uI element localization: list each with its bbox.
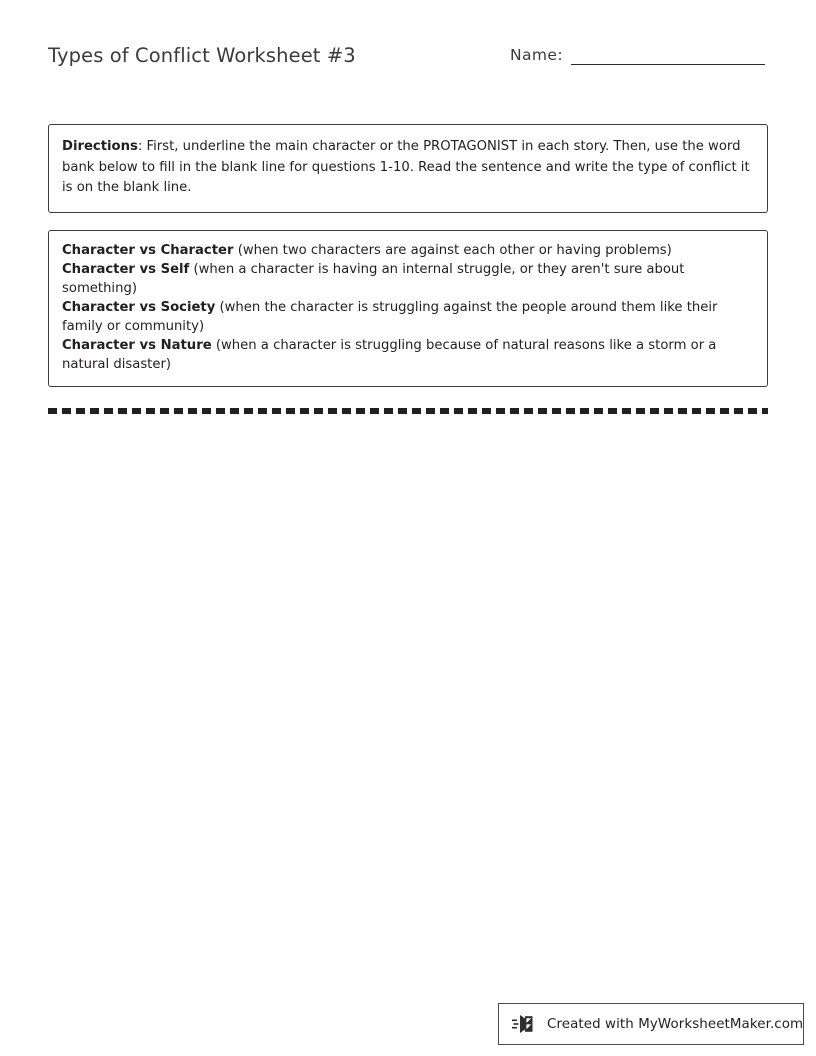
directions-box — [48, 124, 768, 213]
directions-label: Directions — [62, 139, 138, 154]
word-bank-definition: (when a character is having an internal struggle, or they aren't sure about something) — [62, 262, 685, 296]
word-bank-list — [62, 241, 751, 374]
name-field-group — [510, 48, 765, 67]
name-label: Name: — [510, 46, 563, 64]
directions-body: First, underline the main character or the PROTAGONIST in each story. Then, use the word bank below to fill in the blank line for questions 1-10. Read the sentence and write the type of conflict it is on the blank line. — [62, 139, 750, 195]
word-bank-definition: (when the character is struggling against the people around them like their family or community) — [62, 300, 718, 334]
list-item — [62, 336, 751, 374]
list-item — [62, 260, 751, 298]
directions-text — [62, 137, 751, 199]
word-bank-term: Character vs Self — [62, 262, 190, 277]
directions-separator: : — [137, 139, 147, 154]
created-with-badge[interactable] — [498, 1003, 804, 1045]
dashed-cut-line — [48, 408, 768, 414]
list-item — [62, 241, 751, 260]
worksheet-maker-logo-icon — [512, 1012, 538, 1036]
name-input-line[interactable] — [571, 64, 765, 65]
worksheet-header — [48, 44, 768, 84]
word-bank-definition: (when a character is struggling because of natural reasons like a storm or a natural disaster) — [62, 338, 717, 372]
word-bank-box — [48, 230, 768, 387]
word-bank-term: Character vs Character — [62, 243, 234, 258]
word-bank-term: Character vs Nature — [62, 338, 212, 353]
list-item — [62, 298, 751, 336]
page-title: Types of Conflict Worksheet #3 — [48, 44, 356, 67]
created-with-label: Created with MyWorksheetMaker.com — [547, 1016, 804, 1032]
word-bank-term: Character vs Society — [62, 300, 216, 315]
word-bank-definition: (when two characters are against each other or having problems) — [233, 243, 672, 258]
